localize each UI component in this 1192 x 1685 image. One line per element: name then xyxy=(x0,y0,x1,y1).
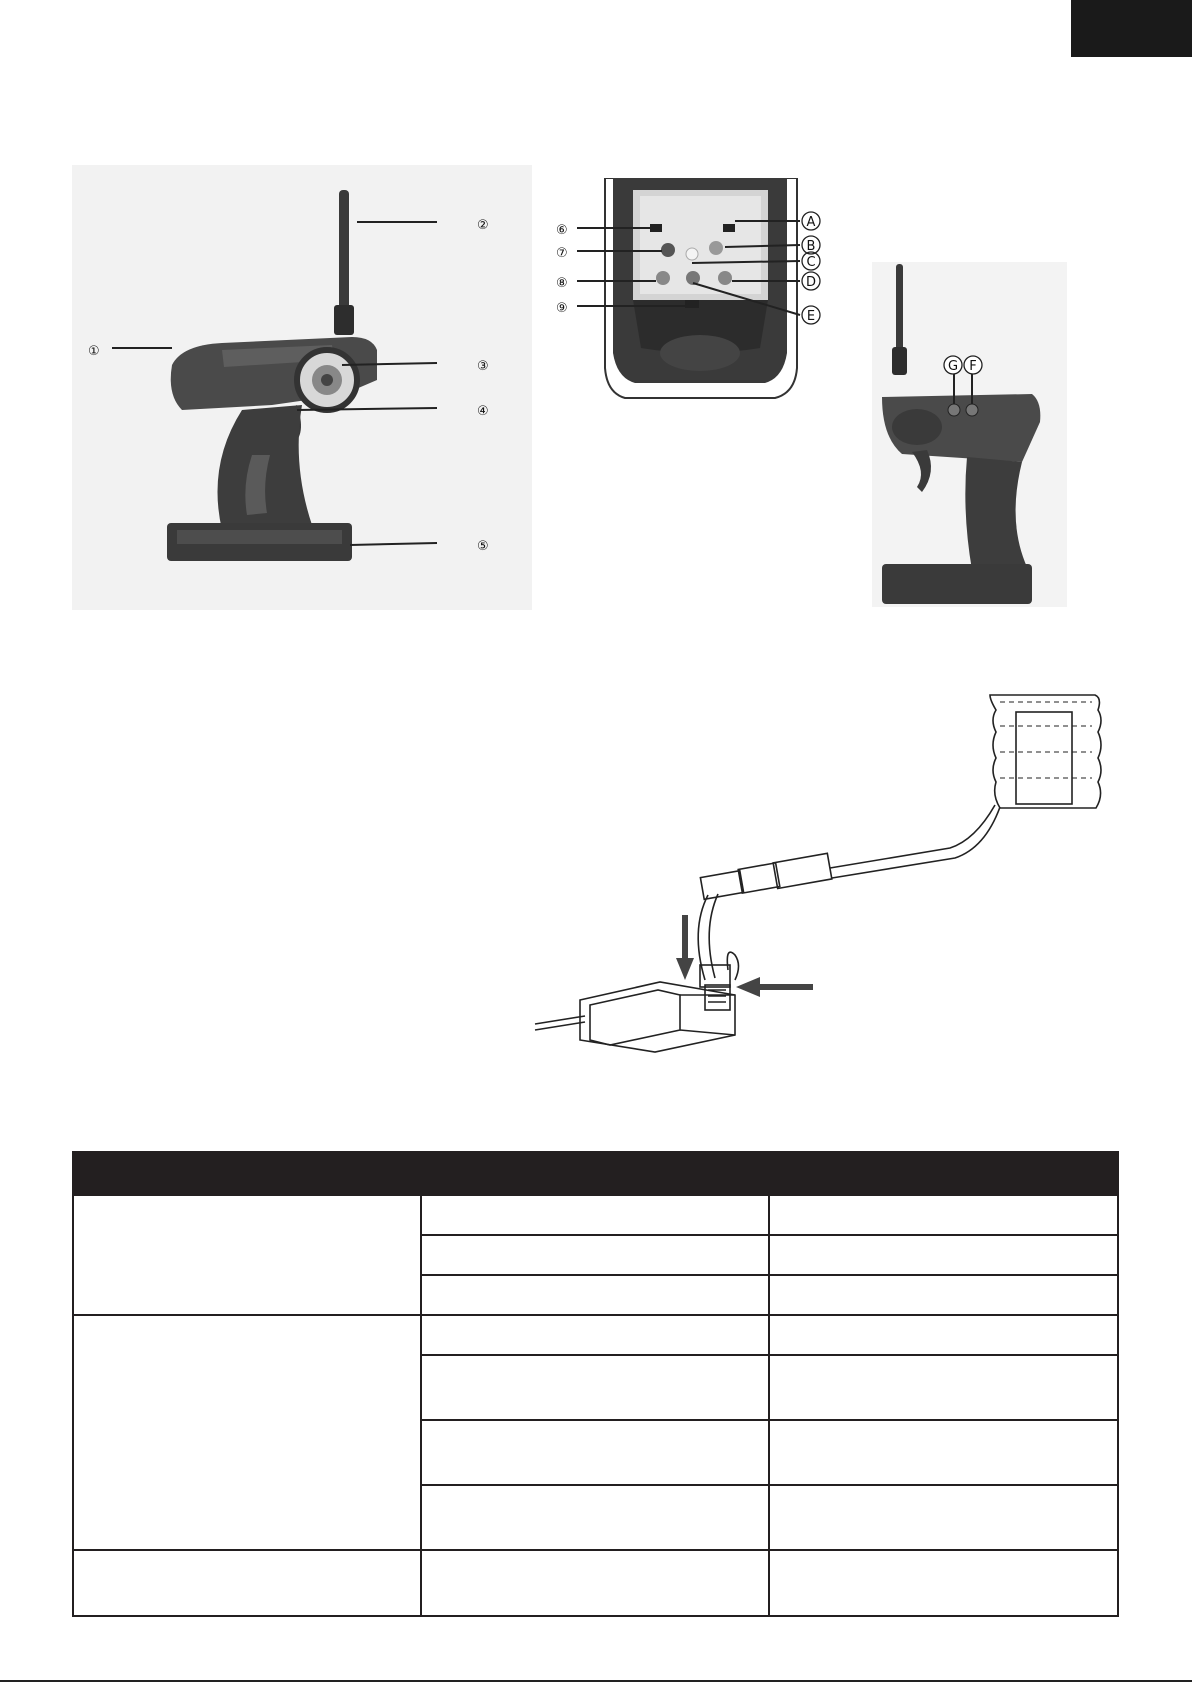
transmitter-side-view-figure xyxy=(72,165,532,610)
table-group-label xyxy=(73,1550,421,1616)
callout-1: ① xyxy=(88,344,100,359)
table-cell xyxy=(769,1195,1118,1235)
table-cell xyxy=(421,1275,769,1315)
page-footer-rule xyxy=(0,1680,1192,1682)
table-row xyxy=(73,1315,1118,1355)
callout-9: ⑨ xyxy=(556,301,568,316)
table-cell xyxy=(421,1355,769,1420)
table-cell xyxy=(421,1195,769,1235)
table-header-cell xyxy=(421,1152,769,1195)
callout-4: ④ xyxy=(477,404,489,419)
receiver-battery-connection-figure xyxy=(530,690,1110,1095)
table-cell xyxy=(421,1485,769,1550)
table-row xyxy=(73,1195,1118,1235)
transmitter-right-side-figure xyxy=(872,262,1067,607)
callout-7: ⑦ xyxy=(556,246,568,261)
callout-6: ⑥ xyxy=(556,223,568,238)
page-corner-tab xyxy=(1071,0,1192,57)
table-cell xyxy=(421,1315,769,1355)
callout-g: G xyxy=(947,359,959,374)
table-cell xyxy=(769,1550,1118,1616)
table-cell xyxy=(421,1550,769,1616)
callout-8: ⑧ xyxy=(556,276,568,291)
callout-c: C xyxy=(806,255,816,270)
table-header-row xyxy=(73,1152,1118,1195)
table-cell xyxy=(769,1315,1118,1355)
table-group-label xyxy=(73,1195,421,1315)
table-header-cell xyxy=(769,1152,1118,1195)
table-cell xyxy=(769,1275,1118,1315)
transmitter-top-view-callouts xyxy=(555,205,835,325)
table-row xyxy=(73,1550,1118,1616)
callout-2: ② xyxy=(477,218,489,233)
callout-3: ③ xyxy=(477,359,489,374)
table-cell xyxy=(421,1420,769,1485)
spec-table xyxy=(72,1151,1117,1615)
callout-b: B xyxy=(806,239,816,254)
callout-5: ⑤ xyxy=(477,539,489,554)
table-group-label xyxy=(73,1315,421,1550)
table-cell xyxy=(769,1235,1118,1275)
table-cell xyxy=(769,1485,1118,1550)
table-cell xyxy=(769,1420,1118,1485)
callout-e: E xyxy=(806,309,816,324)
table-header-cell xyxy=(73,1152,421,1195)
callout-d: D xyxy=(805,275,817,290)
table-cell xyxy=(769,1355,1118,1420)
callout-f: F xyxy=(969,359,977,374)
callout-a: A xyxy=(806,215,816,230)
table-cell xyxy=(421,1235,769,1275)
